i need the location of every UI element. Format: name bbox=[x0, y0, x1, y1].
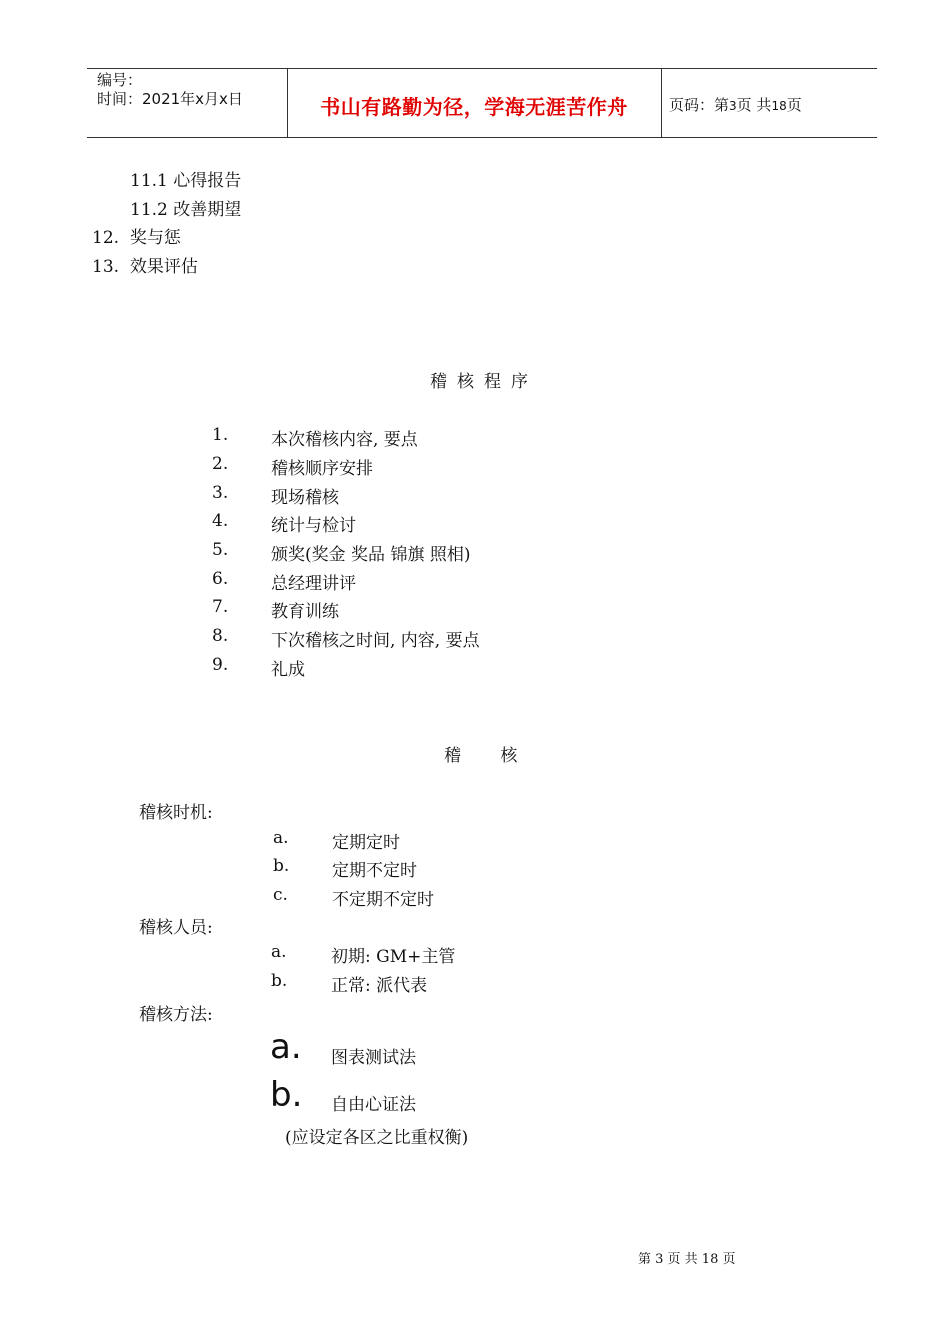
audit-method-text: 自由心证法 bbox=[331, 1095, 416, 1115]
audit-personnel-text: 正常: 派代表 bbox=[331, 976, 428, 996]
procedure-text: 礼成 bbox=[271, 660, 305, 680]
procedure-text: 现场稽核 bbox=[271, 488, 339, 508]
audit-method-key: b. bbox=[270, 1075, 303, 1115]
procedure-num: 9. bbox=[212, 655, 229, 675]
header-page-number: 页码：第3页 共18页 bbox=[669, 96, 802, 114]
audit-method-key: a. bbox=[270, 1027, 302, 1067]
header-meta bbox=[97, 71, 243, 109]
outline-item: 11.2 改善期望 bbox=[130, 200, 242, 220]
audit-timing-text: 不定期不定时 bbox=[332, 890, 434, 910]
audit-timing-text: 定期不定时 bbox=[332, 861, 417, 881]
audit-timing-key: b. bbox=[273, 856, 290, 876]
serial-label: 编号： bbox=[97, 71, 143, 89]
audit-title: 稽 核 bbox=[444, 746, 518, 766]
outline-item: 11.1 心得报告 bbox=[130, 171, 242, 191]
procedure-text: 教育训练 bbox=[271, 602, 339, 622]
audit-personnel-key: b. bbox=[271, 971, 288, 991]
procedure-num: 4. bbox=[212, 511, 229, 531]
header-motto: 书山有路勤为径，学海无涯苦作舟 bbox=[320, 95, 628, 119]
procedure-num: 3. bbox=[212, 483, 229, 503]
header-divider-right bbox=[661, 69, 662, 137]
procedure-title: 稽核程序 bbox=[430, 372, 538, 392]
audit-method-text: 图表测试法 bbox=[331, 1048, 416, 1068]
procedure-text: 统计与检讨 bbox=[271, 516, 356, 536]
page-header bbox=[87, 68, 877, 138]
audit-method-label: 稽核方法: bbox=[139, 1005, 213, 1025]
outline-item: 13. 效果评估 bbox=[92, 257, 198, 277]
procedure-num: 7. bbox=[212, 597, 229, 617]
procedure-text: 稽核顺序安排 bbox=[271, 459, 373, 479]
procedure-num: 6. bbox=[212, 569, 229, 589]
procedure-text: 下次稽核之时间, 内容, 要点 bbox=[271, 631, 480, 651]
audit-timing-label: 稽核时机: bbox=[139, 803, 213, 823]
page-footer: 第 3 页 共 18 页 bbox=[638, 1252, 736, 1267]
audit-timing-text: 定期定时 bbox=[332, 833, 400, 853]
procedure-num: 2. bbox=[212, 454, 229, 474]
procedure-text: 总经理讲评 bbox=[271, 574, 356, 594]
audit-personnel-text: 初期: GM+主管 bbox=[331, 947, 456, 967]
audit-method-note: (应设定各区之比重权衡) bbox=[285, 1128, 469, 1148]
outline-item: 12. 奖与惩 bbox=[92, 228, 181, 248]
procedure-num: 8. bbox=[212, 626, 229, 646]
procedure-num: 1. bbox=[212, 425, 229, 445]
procedure-text: 颁奖(奖金 奖品 锦旗 照相) bbox=[271, 545, 471, 565]
audit-timing-key: a. bbox=[273, 828, 289, 848]
procedure-text: 本次稽核内容, 要点 bbox=[271, 430, 418, 450]
audit-personnel-label: 稽核人员: bbox=[139, 918, 213, 938]
time-label: 时间：2021年x月x日 bbox=[97, 90, 243, 108]
audit-timing-key: c. bbox=[273, 885, 288, 905]
audit-personnel-key: a. bbox=[271, 942, 287, 962]
procedure-num: 5. bbox=[212, 540, 229, 560]
